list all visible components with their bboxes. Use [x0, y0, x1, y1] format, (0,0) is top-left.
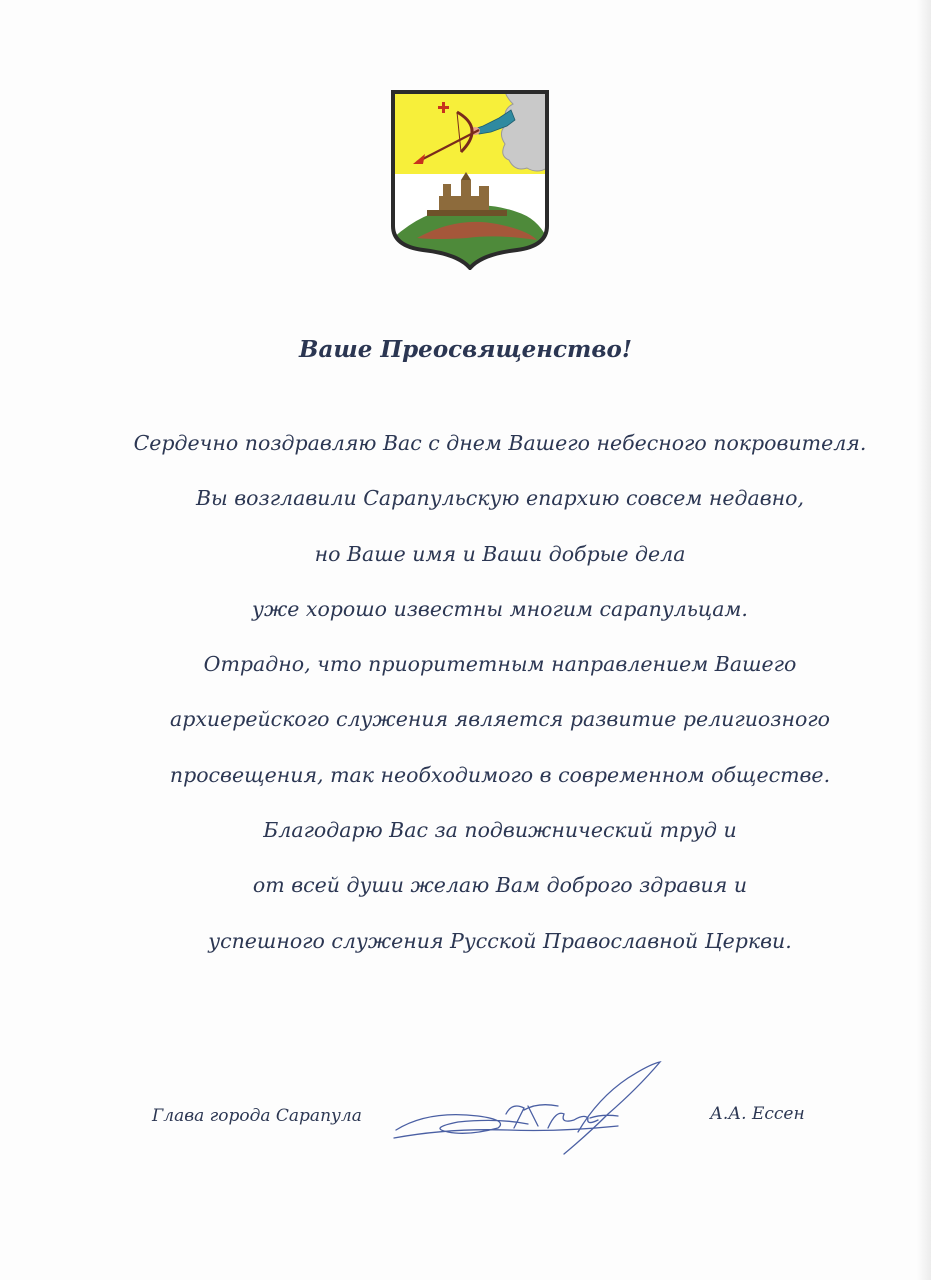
signatory-name: А.А. Ессен [710, 1104, 805, 1124]
letter-line: от всей души желаю Вам доброго здравия и [252, 873, 748, 898]
letter-line: архиерейского служения является развитие религиозного [169, 707, 830, 732]
letter-line: Отрадно, что приоритетным направлением Вашего [203, 652, 797, 677]
letter-line: Вы возглавили Сарапульскую епархию совсем недавно, [195, 486, 805, 511]
letter-line: Сердечно поздравляю Вас с днем Вашего небесного покровителя. [133, 431, 867, 455]
letter-line: но Ваше имя и Ваши добрые дела [314, 541, 686, 566]
coat-of-arms-icon [387, 88, 553, 270]
letter-line: успешного служения Русской Православной Церкви. [208, 928, 792, 953]
letter-body [60, 423, 931, 976]
salutation-heading: Ваше Преосвященство! [299, 336, 632, 363]
letter-line: Благодарю Вас за подвижнический труд и [263, 818, 737, 843]
signatory-title: Глава города Сарапула [152, 1106, 362, 1126]
letter-line: просвещения, так необходимого в современном обществе. [169, 762, 831, 787]
signature-icon [388, 1058, 673, 1158]
letter-line: уже хорошо известны многим сарапульцам. [252, 596, 748, 621]
